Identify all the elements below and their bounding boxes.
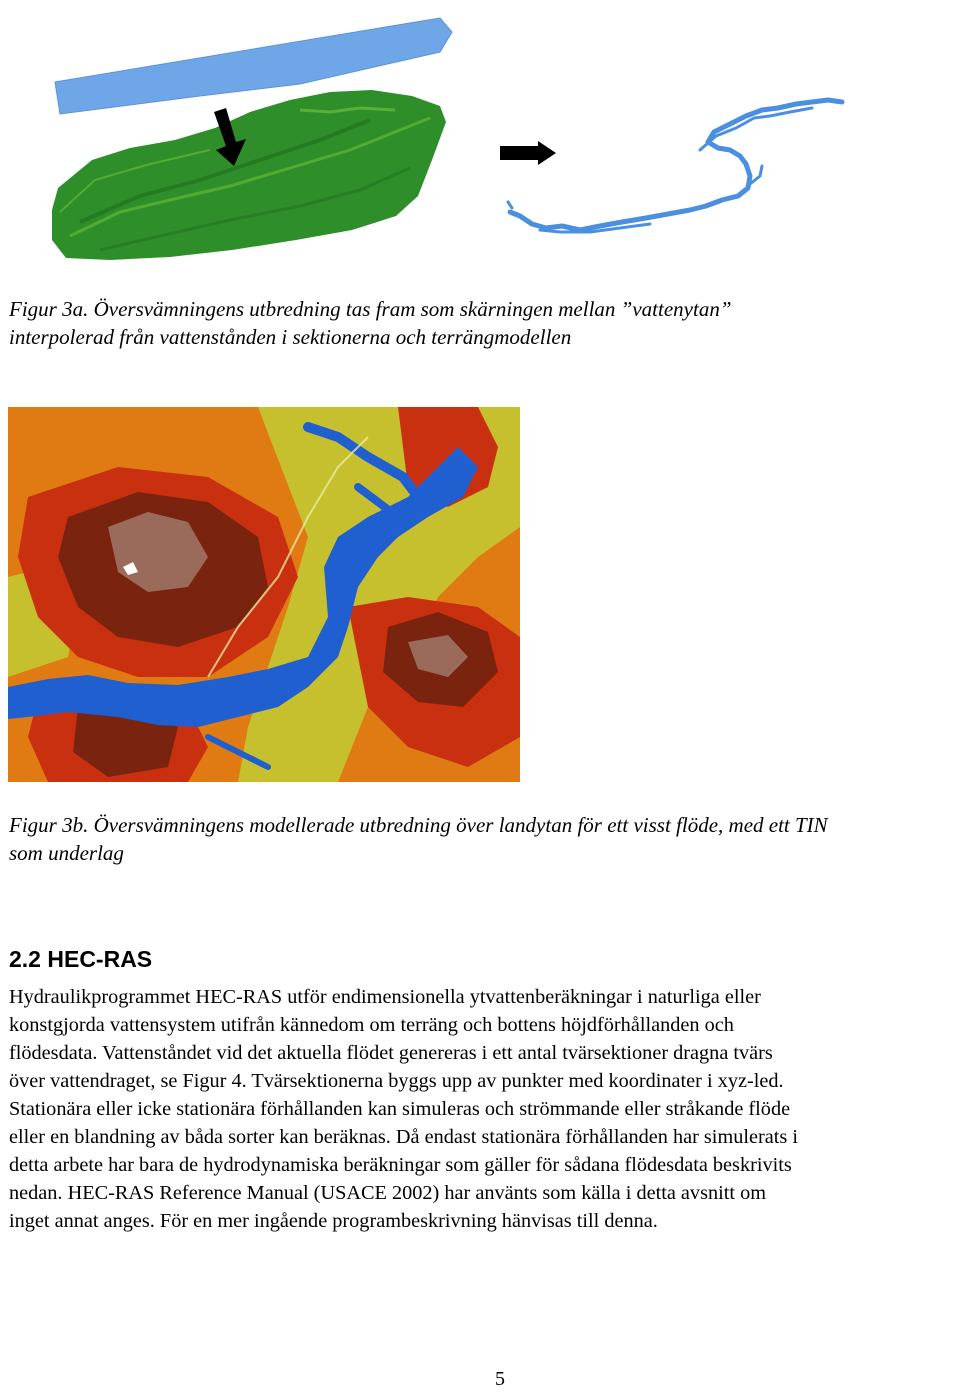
body-line: inget annat anges. För en mer ingående programbeskrivning hänvisas till denna. — [9, 1210, 658, 1232]
terrain-model — [52, 90, 446, 260]
caption-line: interpolerad från vattenstånden i sektionerna och terrängmodellen — [9, 325, 572, 349]
figure-3b-caption — [9, 811, 959, 867]
body-line: Hydraulikprogrammet HEC-RAS utför endimensionella ytvattenberäkningar i naturliga eller — [9, 986, 761, 1008]
body-line: över vattendraget, se Figur 4. Tvärsektionerna byggs upp av punkter med koordinater i xyz-led. — [9, 1070, 784, 1092]
body-line: nedan. HEC-RAS Reference Manual (USACE 2002) har använts som källa i detta avsnitt om — [9, 1182, 766, 1204]
body-line: konstgjorda vattensystem utifrån kännedom om terräng och bottens höjdförhållanden och — [9, 1014, 734, 1036]
page-number: 5 — [495, 1368, 505, 1390]
section-body — [9, 983, 959, 1235]
caption-line: Figur 3b. Översvämningens modellerade utbredning över landytan för ett visst flöde, med ett TIN — [9, 813, 828, 837]
body-line: detta arbete har bara de hydrodynamiska beräkningar som gäller för sådana flödesdata beskrivits — [9, 1154, 792, 1176]
body-line: flödesdata. Vattenståndet vid det aktuella flödet genereras i ett antal tvärsektioner dragna tvärs — [9, 1042, 773, 1064]
body-line: eller en blandning av båda sorter kan beräknas. Då endast stationära förhållanden har simulerats i — [9, 1126, 798, 1148]
section-heading: 2.2 HEC-RAS — [9, 946, 153, 972]
flood-extent-map — [508, 100, 842, 232]
body-line: Stationära eller icke stationära förhållanden kan simuleras och strömmande eller stråkande flöde — [9, 1098, 791, 1120]
caption-line: som underlag — [9, 841, 124, 865]
right-arrow-icon — [500, 141, 556, 165]
figure-3b-elevation-map — [8, 407, 520, 782]
figure-3a-image — [0, 0, 960, 275]
figure-3a-caption — [9, 295, 939, 351]
caption-line: Figur 3a. Översvämningens utbredning tas fram som skärningen mellan ”vattenytan” — [9, 297, 732, 321]
